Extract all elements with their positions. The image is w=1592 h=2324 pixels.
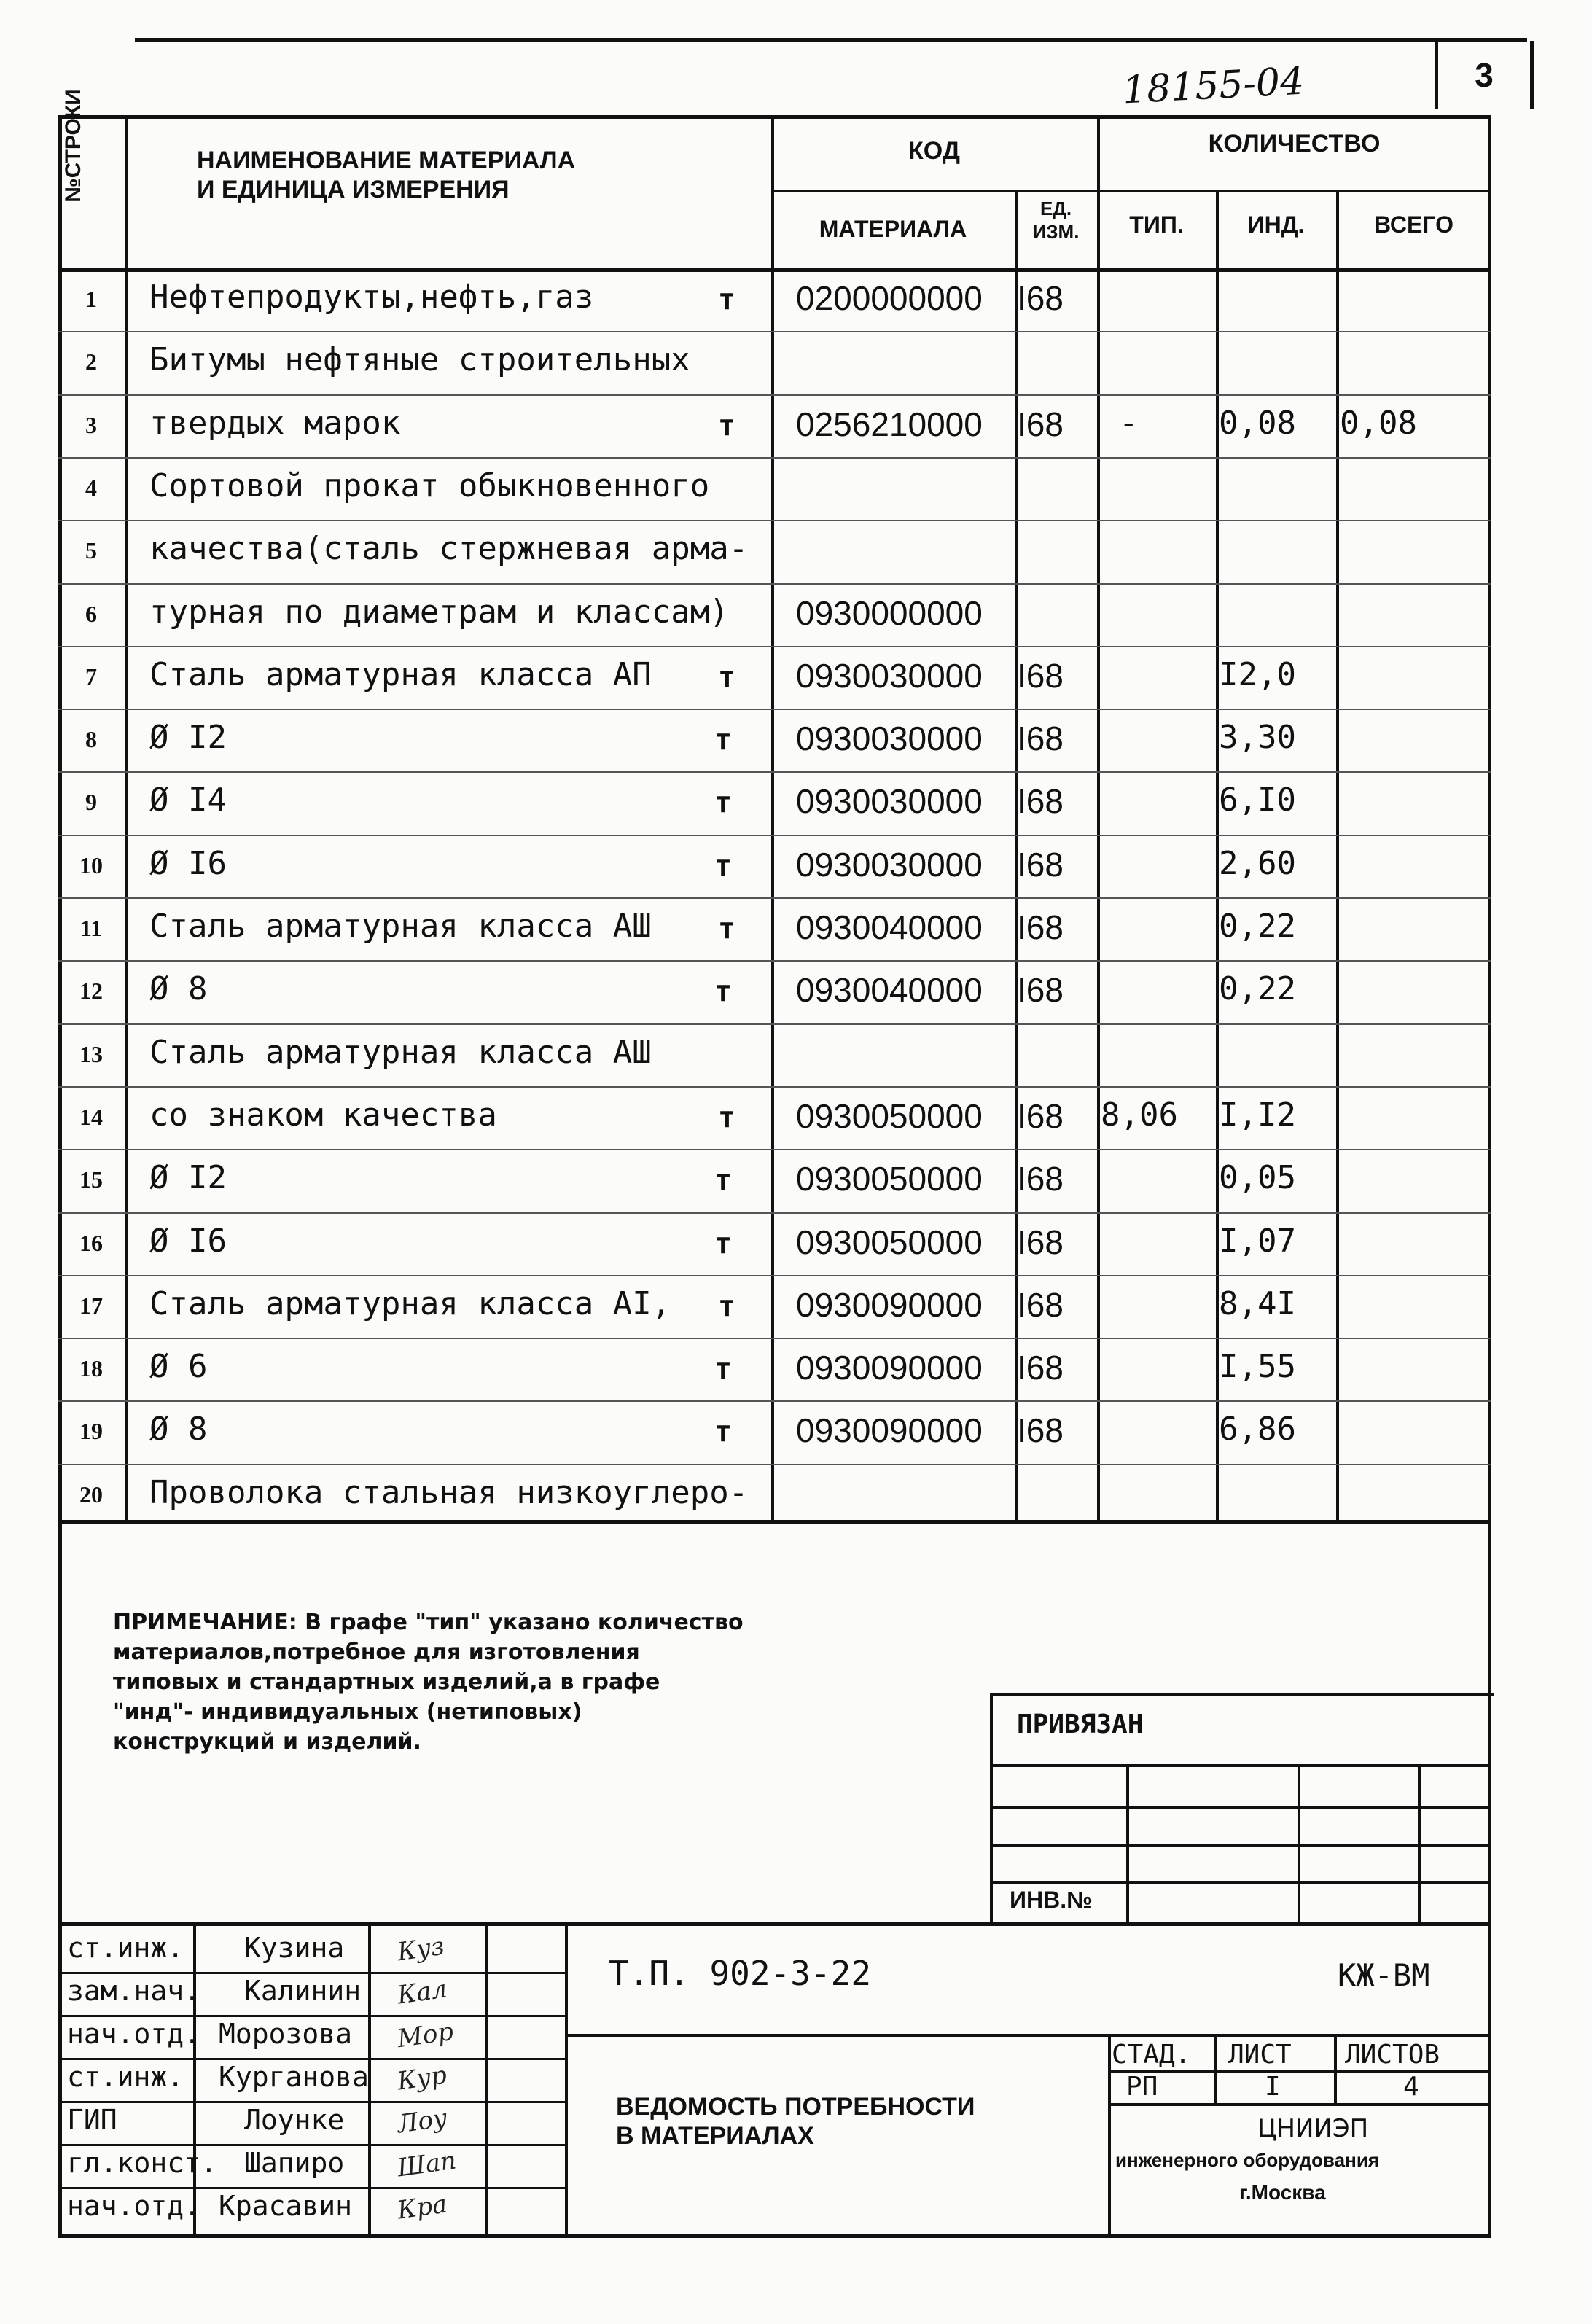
qty-individual: 2,60 [1219, 844, 1296, 882]
row-number: 6 [85, 600, 97, 627]
unit-mark: т [714, 1226, 733, 1260]
unit-mark: т [718, 408, 736, 442]
material-name: Сталь арматурная класса АШ [149, 1033, 652, 1071]
signature: Кал [395, 1974, 449, 2011]
table-vline [1336, 190, 1339, 1520]
row-number: 12 [79, 978, 103, 1005]
material-code: 0930050000 [796, 1160, 983, 1198]
stamp-name: Кузина [244, 1932, 345, 1964]
material-name: Ø I4 [149, 781, 227, 819]
signature: Кур [395, 2060, 449, 2097]
unit-code: I68 [1017, 908, 1064, 946]
unit-mark: т [718, 660, 736, 694]
unit-mark: т [714, 723, 733, 757]
city: г.Москва [1239, 2181, 1326, 2204]
organization: ЦНИИЭП [1257, 2114, 1369, 2143]
signature: Куз [395, 1931, 447, 1968]
row-separator [58, 583, 1491, 585]
qty-individual: 6,86 [1219, 1411, 1296, 1448]
material-name: со знаком качества [149, 1096, 497, 1134]
stamp-role: ст.инж. [67, 1932, 184, 1964]
row-separator [58, 1212, 1491, 1214]
stage-value: РП [1126, 2072, 1158, 2102]
material-name: турная по диаметрам и классам) [149, 593, 729, 631]
unit-code: I68 [1017, 656, 1064, 695]
row-separator [58, 709, 1491, 710]
table-vline [1097, 115, 1100, 1520]
stamp-row-line [58, 1972, 565, 1974]
row-separator [58, 835, 1491, 836]
material-code: 0930040000 [796, 908, 983, 946]
unit-mark: т [714, 786, 733, 820]
project-code: Т.П. 902-3-22 [609, 1954, 872, 1993]
row-number: 1 [85, 286, 97, 312]
row-number: 14 [79, 1103, 103, 1130]
material-code: 0930050000 [796, 1223, 983, 1261]
stamp-role: нач.отд. [67, 2018, 201, 2050]
row-number: 15 [79, 1166, 103, 1193]
row-number: 4 [85, 474, 97, 501]
material-code: 0930090000 [796, 1285, 983, 1324]
unit-code: I68 [1017, 1223, 1064, 1261]
code-header: КОД [908, 137, 960, 165]
qty-individual: I,55 [1219, 1348, 1296, 1386]
row-separator [58, 457, 1491, 459]
signature: Шап [395, 2145, 459, 2183]
unit-code: I68 [1017, 845, 1064, 884]
row-number: 19 [79, 1418, 103, 1445]
stamp-name: Красавин [219, 2190, 353, 2222]
stamp-role: ст.инж. [67, 2061, 184, 2093]
page-number: 3 [1435, 41, 1534, 109]
row-number: 3 [85, 411, 97, 438]
material-name: Ø I2 [149, 719, 227, 757]
sheet-value: I [1265, 2072, 1281, 2102]
material-code: 0930050000 [796, 1096, 983, 1135]
unit-mark: т [714, 1415, 733, 1449]
material-code: 0930030000 [796, 656, 983, 695]
material-name: Ø 8 [149, 970, 208, 1008]
stamp-role: зам.нач. [67, 1975, 201, 2007]
qty-typical: 8,06 [1101, 1096, 1178, 1134]
material-name: Ø I6 [149, 1222, 227, 1260]
material-code: 0930030000 [796, 720, 983, 758]
unit-code: I68 [1017, 971, 1064, 1010]
material-name: Проволока стальная низкоуглеро- [149, 1473, 749, 1511]
stamp-name: Лоунке [244, 2104, 345, 2136]
sheet-label: ЛИСТ [1228, 2040, 1292, 2070]
sheets-label: ЛИСТОВ [1345, 2040, 1440, 2070]
material-code: 0256210000 [796, 405, 983, 443]
qty-individual: 0,05 [1219, 1159, 1296, 1197]
material-code: 0930040000 [796, 971, 983, 1010]
material-name: Битумы нефтяные строительных [149, 341, 690, 379]
signature: Лоу [395, 2103, 450, 2140]
table-hline [58, 268, 1491, 272]
unit-mark: т [714, 849, 733, 883]
material-code: 0930030000 [796, 845, 983, 884]
material-name: Ø 8 [149, 1411, 208, 1448]
row-number: 20 [79, 1481, 103, 1508]
material-code-header: МАТЕРИАЛА [819, 216, 967, 242]
row-separator [58, 897, 1491, 899]
stamp-name: Шапиро [244, 2147, 345, 2179]
row-separator [58, 520, 1491, 521]
inv-label: ИНВ.№ [1010, 1887, 1093, 1913]
stamp-row-line [58, 2015, 565, 2017]
table-hline [771, 190, 1491, 192]
row-separator [58, 960, 1491, 962]
qty-individual: I,I2 [1219, 1096, 1296, 1134]
typical-header: ТИП. [1129, 211, 1184, 238]
qty-individual: 0,22 [1219, 970, 1296, 1008]
material-code: 0930090000 [796, 1349, 983, 1387]
row-number: 10 [79, 851, 103, 878]
total-header: ВСЕГО [1374, 211, 1454, 238]
qty-individual: 0,08 [1219, 404, 1296, 442]
row-number: 9 [85, 789, 97, 816]
row-number: 13 [79, 1040, 103, 1067]
stamp-name: Курганова [219, 2061, 369, 2093]
material-name: Сталь арматурная класса АI, [149, 1284, 671, 1322]
individual-header: ИНД. [1247, 211, 1305, 238]
row-number: 11 [79, 915, 103, 941]
material-code: 0930000000 [796, 593, 983, 632]
stamp-name: Морозова [219, 2018, 353, 2050]
quantity-header: КОЛИЧЕСТВО [1208, 130, 1381, 157]
material-name: Ø I6 [149, 844, 227, 882]
qty-individual: 6,I0 [1219, 781, 1296, 819]
row-number: 5 [85, 537, 97, 564]
material-code: 0930090000 [796, 1411, 983, 1450]
sheets-value: 4 [1403, 2072, 1419, 2102]
qty-typical: - [1119, 404, 1139, 442]
row-number: 8 [85, 726, 97, 753]
table-bottom [58, 1520, 1491, 1524]
row-separator [58, 1149, 1491, 1150]
signature: Кра [395, 2189, 449, 2226]
material-code: 0200000000 [796, 279, 983, 317]
unit-code: I68 [1017, 1096, 1064, 1135]
note: ПРИМЕЧАНИЕ: В графе "тип" указано количество материалов,потребное для изготовления типовых и стандартных изделий,а в графе "инд"- индивидуальных (нетиповых) конструкций и изделий. [113, 1610, 744, 1755]
unit-mark: т [718, 1289, 736, 1323]
unit-mark: т [714, 1163, 733, 1198]
unit-code: I68 [1017, 1349, 1064, 1387]
material-name: Сталь арматурная класса АШ [149, 908, 652, 945]
material-name: Ø I2 [149, 1159, 227, 1197]
stamp-role: гл.конст. [67, 2147, 217, 2179]
unit-header: ЕД. ИЗМ. [1032, 198, 1080, 243]
qty-individual: I,07 [1219, 1222, 1296, 1260]
unit-code: I68 [1017, 782, 1064, 821]
top-rule [135, 38, 1527, 42]
row-separator [58, 1338, 1491, 1339]
table-vline [771, 115, 774, 1520]
row-separator [58, 1400, 1491, 1402]
organization-sub: инженерного оборудования [1115, 2149, 1379, 2171]
material-name: Сортовой прокат обыкновенного [149, 467, 710, 504]
unit-code: I68 [1017, 720, 1064, 758]
unit-mark: т [718, 1100, 736, 1134]
row-separator [58, 1275, 1491, 1276]
table-vline [125, 115, 128, 1520]
unit-code: I68 [1017, 405, 1064, 443]
stamp-name: Калинин [244, 1975, 362, 2007]
row-number: 18 [79, 1355, 103, 1382]
signature: Мор [395, 2016, 456, 2054]
unit-code: I68 [1017, 279, 1064, 317]
qty-individual: 8,4I [1219, 1284, 1296, 1322]
qty-individual: 0,22 [1219, 908, 1296, 945]
row-number: 16 [79, 1229, 103, 1256]
stamp-row-line [58, 2101, 565, 2103]
row-number: 17 [79, 1292, 103, 1319]
stamp-role: нач.отд. [67, 2190, 201, 2222]
qty-individual: 3,30 [1219, 719, 1296, 757]
unit-mark: т [714, 975, 733, 1009]
row-separator [58, 646, 1491, 647]
unit-code: I68 [1017, 1285, 1064, 1324]
material-name: Нефтепродукты,нефть,газ [149, 278, 594, 316]
row-number-header: №СТРОКИ [61, 89, 85, 203]
unit-mark: т [714, 1352, 733, 1387]
material-name: качества(сталь стержневая арма- [149, 530, 749, 568]
unit-code: I68 [1017, 1160, 1064, 1198]
stage-label: СТАД. [1112, 2040, 1191, 2070]
document-number: 18155-04 [1121, 59, 1306, 113]
row-separator [58, 331, 1491, 332]
unit-code: I68 [1017, 1411, 1064, 1450]
row-number: 2 [85, 348, 97, 375]
material-name: твердых марок [149, 404, 401, 442]
material-code: 0930030000 [796, 782, 983, 821]
material-name: Ø 6 [149, 1348, 208, 1386]
row-separator [58, 394, 1491, 396]
row-number: 7 [85, 663, 97, 690]
row-separator [58, 1464, 1491, 1465]
qty-individual: I2,0 [1219, 655, 1296, 693]
material-name: Сталь арматурная класса АП [149, 655, 652, 693]
stamp-row-line [58, 2187, 565, 2189]
unit-mark: т [718, 912, 736, 945]
name-header: НАИМЕНОВАНИЕ МАТЕРИАЛА И ЕДИНИЦА ИЗМЕРЕНИЯ [197, 147, 576, 203]
row-separator [58, 1023, 1491, 1025]
unit-mark: т [718, 283, 736, 316]
document-title: ВЕДОМОСТЬ ПОТРЕБНОСТИ В МАТЕРИАЛАХ [616, 2093, 975, 2150]
tied-title: ПРИВЯЗАН [1017, 1709, 1144, 1739]
stamp-row-line [58, 2058, 565, 2060]
stamp-row-line [58, 2144, 565, 2146]
qty-total: 0,08 [1340, 404, 1417, 442]
sheet-code: КЖ-ВМ [1338, 1957, 1430, 1993]
row-separator [58, 771, 1491, 773]
stamp-role: ГИП [67, 2104, 117, 2136]
row-separator [58, 1086, 1491, 1088]
